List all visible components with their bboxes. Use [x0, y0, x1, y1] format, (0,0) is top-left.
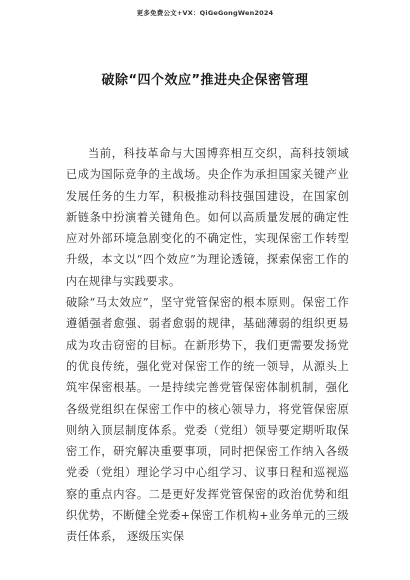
paragraph-intro: 当前，科技革命与大国博弈相互交织，高科技领域已成为国际竞争的主战场。央企作为承担国家关键产业发展任务的生力军，积极推动科技强国建设，在国家创新链条中扮演着关键角色。如何以高质量发展的确定性应对外部环境急剧变化的不确定性，实现保密工作转型升级，本文以“四个效应”为理论透镜，探索保密工作的内在规律与实践要求。 — [66, 147, 349, 288]
document-body — [66, 143, 349, 548]
paragraph-matthew-effect: 破除“马太效应”，坚守党管保密的根本原则。保密工作遵循强者愈强、弱者愈弱的规律，基础薄弱的组织更易成为攻击窃密的目标。在新形势下，我们更需要发扬党的优良传统，强化党对保密工作的统一领导，从源头上筑牢保密根基。一是持续完善党管保密体制机制，强化各级党组织在保密工作中的核心领导力，将党管保密原则纳入顶层制度体系。党委（党组）领导要定期听取保密工作，研究解决重要事项，同时把保密工作纳入各级党委（党组）理论学习中心组学习、议事日程和巡视巡察的重点内容。二是更好发挥党管保密的政治优势和组织优势，不断健全党委+保密工作机构+业务单元的三级责任体系， 逐级压实保 — [66, 296, 349, 544]
document-title: 破除“四个效应”推进央企保密管理 — [101, 73, 309, 88]
header-note: 更多免费公文+VX：QiGeGongWen2024 — [136, 9, 274, 17]
